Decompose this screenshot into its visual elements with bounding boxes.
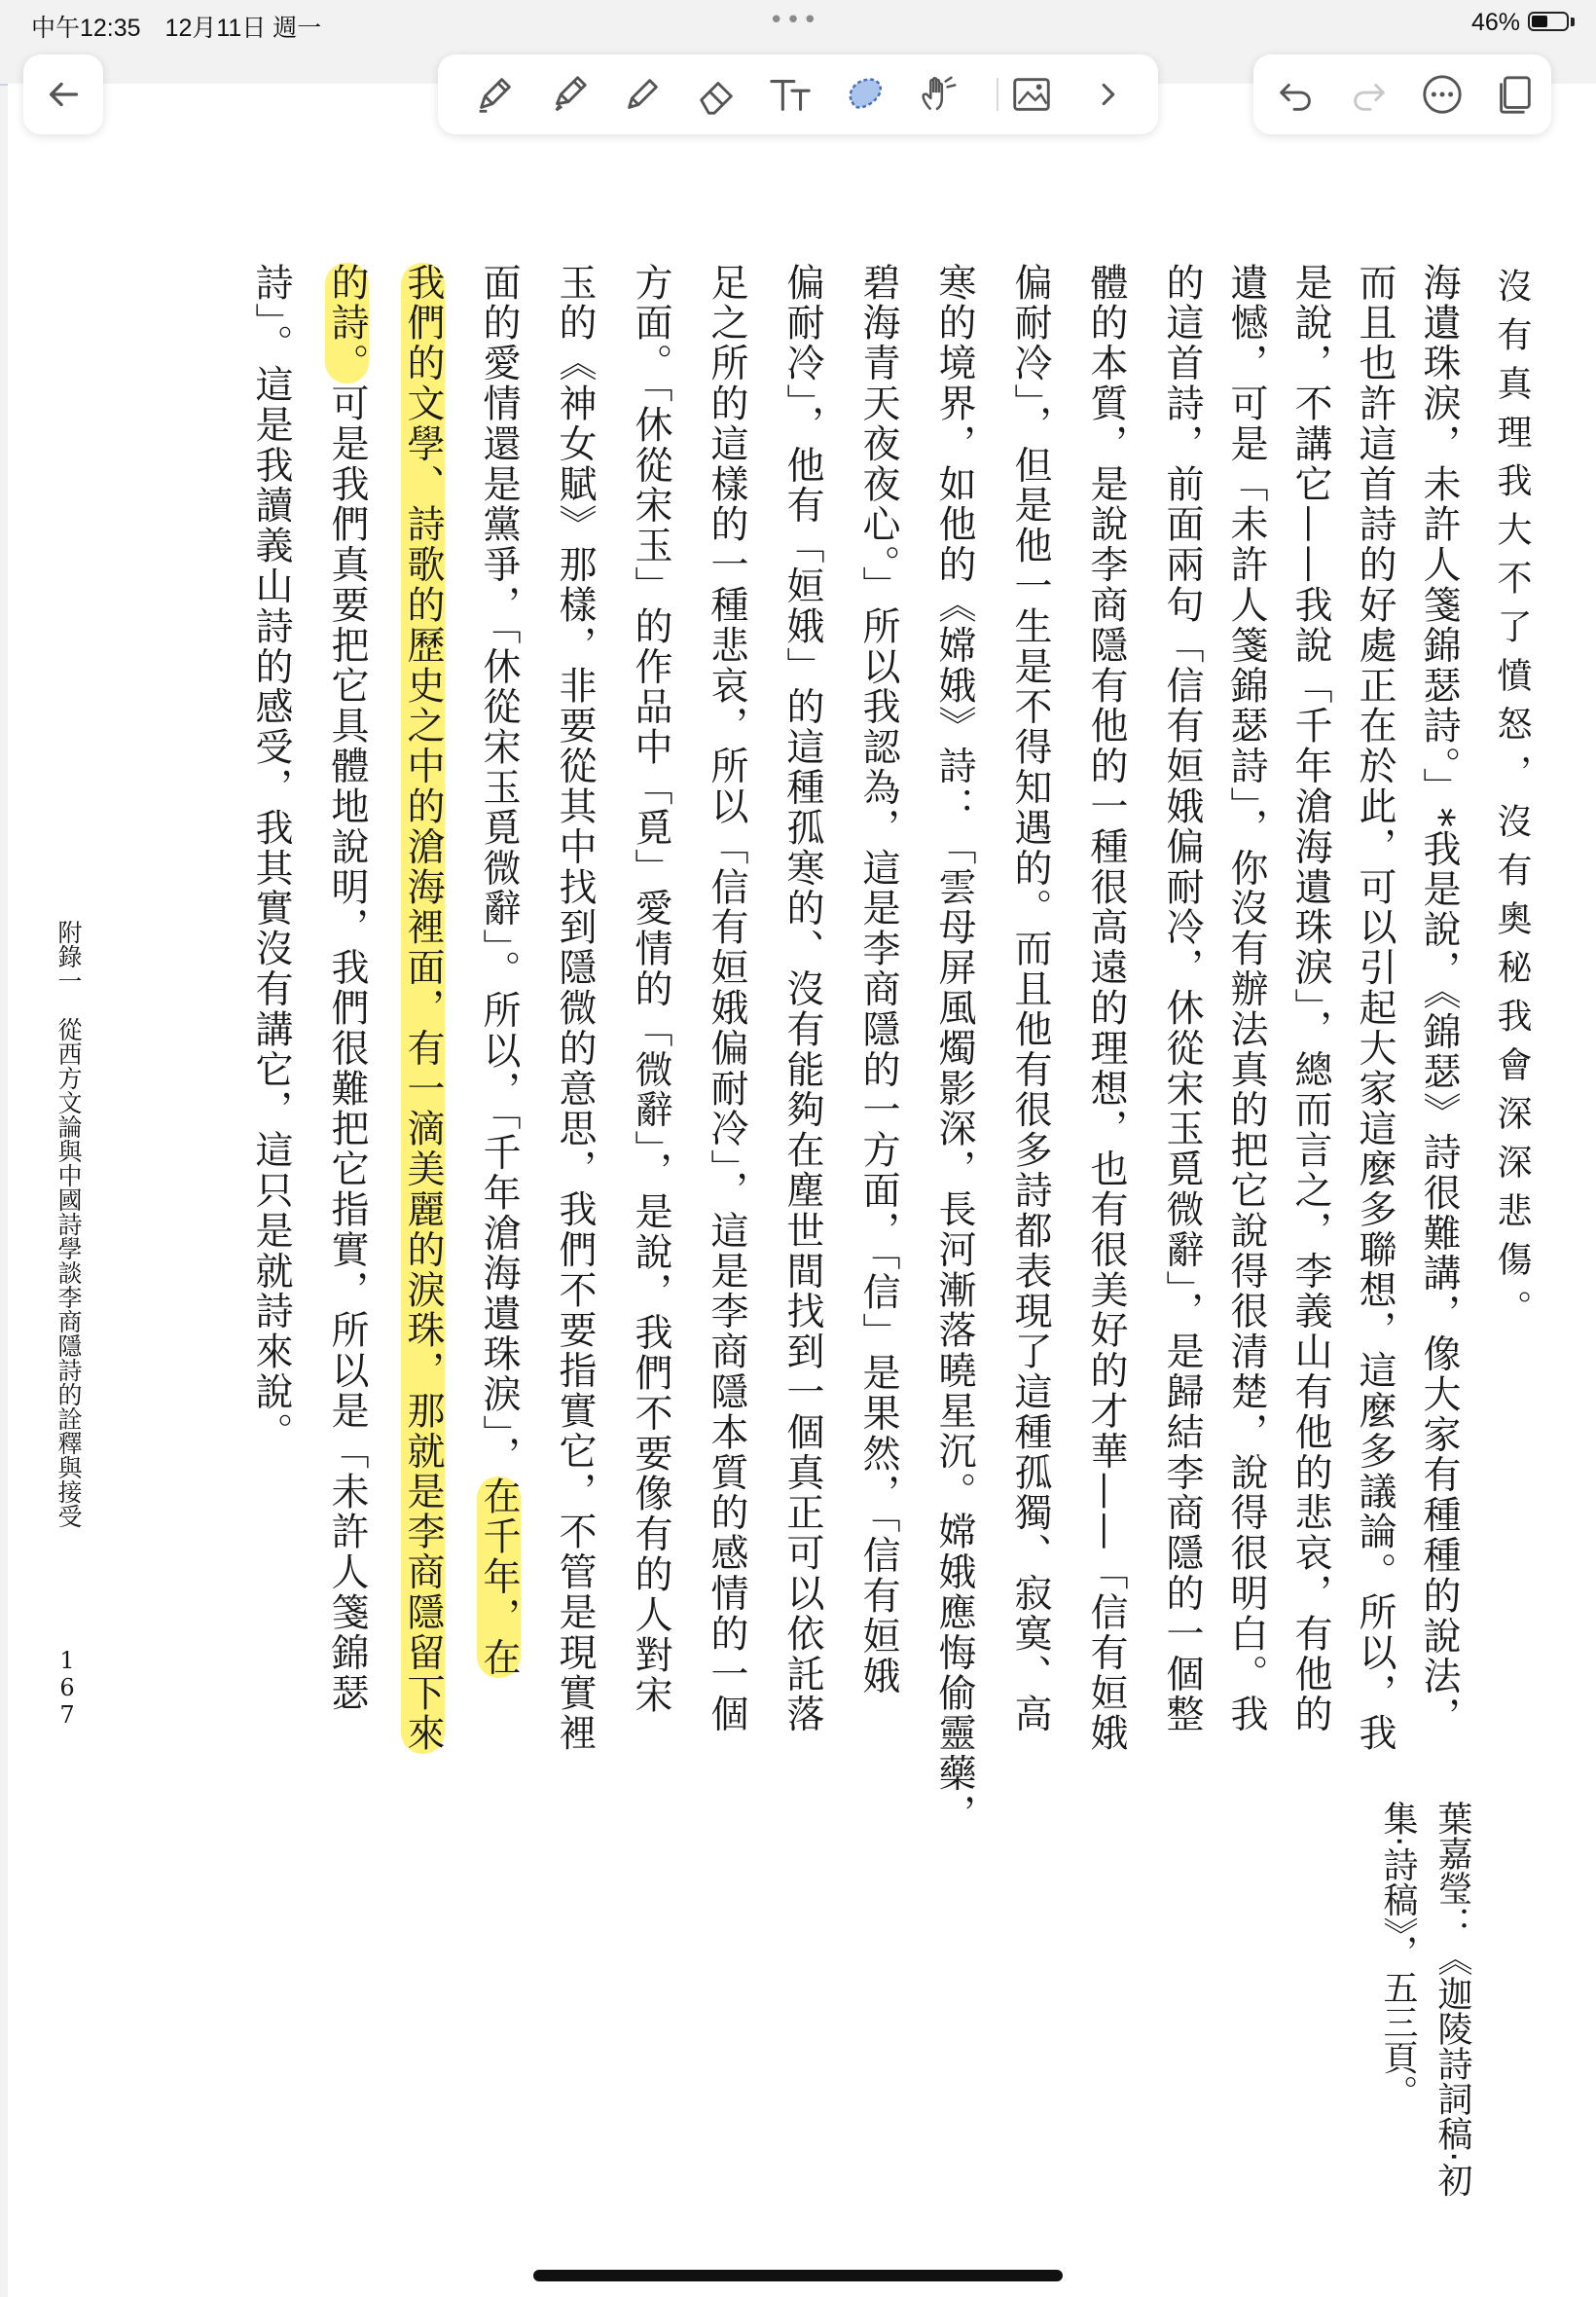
pencil-icon[interactable] [619, 71, 666, 118]
text-column: 而且也許這首詩的好處正在於此，可以引起大家這麼多聯想，這麼多議論。所以，我 [1353, 263, 1396, 1754]
text-column: 遺憾，可是「未許人箋錦瑟詩」，你沒有辦法真的把它說得很清楚，說得很明白。我 [1224, 263, 1268, 1735]
battery-percent: 46% [1470, 9, 1520, 36]
multitask-dots[interactable]: ••• [769, 6, 820, 35]
text-column: 詩」。這是我讀義山詩的感受，我其實沒有講它，這只是就詩來說。 [249, 263, 293, 1453]
tool-palette [438, 55, 1158, 134]
image-icon[interactable] [1008, 71, 1055, 118]
text-column: 偏耐冷」，他有「姮娥」的這種孤寒的、沒有能夠在塵世間找到一個真正可以依託落 [780, 263, 824, 1735]
battery-nub [1571, 18, 1575, 26]
text-column [459, 263, 537, 1678]
highlighted-text[interactable]: 我們的文學、詩歌的歷史之中的滄海裡面，有一滴美麗的淚珠，那就是李商隱留下來 [401, 263, 445, 1754]
redo-icon[interactable] [1345, 71, 1392, 118]
text-column [383, 263, 461, 1754]
footnote-line: 葉嘉瑩：《迦陵詩詞稿‧初 [1433, 1801, 1472, 2198]
chevron-right-icon[interactable] [1084, 71, 1131, 118]
more-icon[interactable] [1419, 71, 1466, 118]
text-segment: 可是我們真要把它具體地說明，我們很難把它指實，所以是「未許人箋錦瑟 [325, 383, 369, 1714]
text-column: 海遺珠淚，未許人箋錦瑟詩。」*我是說，《錦瑟》詩很難講，像大家有種種的說法， [1417, 263, 1461, 1737]
home-indicator[interactable] [533, 2270, 1063, 2281]
highlighter-icon[interactable] [545, 71, 592, 118]
eraser-icon[interactable] [693, 71, 740, 118]
hand-icon[interactable] [915, 71, 961, 118]
status-time: 中午12:35 12月11日 週一 [31, 15, 322, 42]
toolbar-divider [997, 78, 998, 111]
arrow-left-icon [40, 71, 87, 118]
right-toolbar [1253, 55, 1551, 134]
text-column: 體的本質，是說李商隱有他的一種很高遠的理想，也有很美好的才華——「信有姮娥 [1084, 263, 1128, 1754]
text-column: 足之所的這樣的一種悲哀，所以「信有姮娥偏耐冷」，這是李商隱本質的感情的一個 [705, 263, 748, 1735]
lasso-icon[interactable] [841, 71, 888, 118]
text-column: 的這首詩，前面兩句「信有姮娥偏耐冷，休從宋玉覓微辭」，是歸結李商隱的一個整 [1160, 263, 1204, 1735]
pages-icon[interactable] [1491, 71, 1538, 118]
footnote [1370, 1801, 1479, 2197]
footnote-line: 集‧詩稿》，五三頁。 [1378, 1801, 1418, 2110]
highlighted-text[interactable]: 的詩。 [325, 263, 369, 384]
page-number [51, 1647, 84, 1729]
text-column: 碧海青天夜夜心。」所以我認為，這是李商隱的一方面，「信」是果然，「信有姮娥 [856, 263, 900, 1697]
battery-icon [1528, 12, 1569, 31]
pen-icon[interactable] [471, 71, 518, 118]
undo-icon[interactable] [1273, 71, 1320, 118]
text-segment: 面的愛情還是黨爭，「休從宋玉覓微辭」。所以，「千年滄海遺珠淚」， [477, 263, 521, 1477]
text-column [308, 263, 385, 1713]
highlighted-text[interactable]: 在千年，在 [477, 1476, 521, 1678]
page-number-digit: 7 [59, 1701, 75, 1729]
status-bar [0, 0, 1596, 51]
back-button[interactable] [23, 55, 103, 134]
text-column: 玉的《神女賦》那樣，非要從其中找到隱微的意思，我們不要指實它，不管是現實裡 [553, 263, 597, 1754]
text-column: 方面。「休從宋玉」的作品中「覓」愛情的「微辭」，是說，我們不要像有的人對宋 [629, 263, 672, 1716]
text-column: 偏耐冷」，但是他一生是不得知遇的。而且他有很多詩都表現了這種孤獨、寂寞、高 [1008, 263, 1052, 1735]
text-column: 寒的境界，如他的《嫦娥》詩：「雲母屏風燭影深，長河漸落曉星沉。嫦娥應悔偷靈藥， [932, 263, 976, 1835]
page-number-digit: 6 [59, 1674, 75, 1701]
poem-line: 沒有真理我大不了憤怒，沒有奧秘我會深深悲傷。 [1492, 268, 1532, 1338]
text-column: 是說，不講它——我說「千年滄海遺珠淚」，總而言之，李義山有他的悲哀，有他的 [1288, 263, 1332, 1735]
running-head: 附錄一 從西方文論與中國詩學談李商隱詩的詮釋與接受 [54, 920, 83, 1528]
page-number-digit: 1 [59, 1647, 75, 1674]
text-tool-icon[interactable] [767, 71, 814, 118]
